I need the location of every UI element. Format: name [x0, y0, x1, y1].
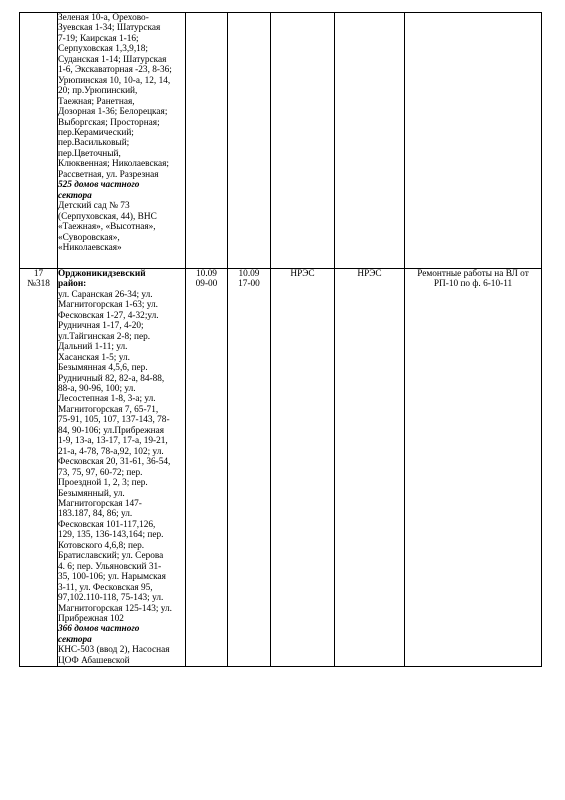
district-name: район: — [58, 279, 87, 290]
address-line: 7-19; Каирская 1-16; — [58, 33, 139, 44]
address-line: Выборгская; Просторная; — [58, 117, 160, 128]
address-line: Серпуховская 1,3,9,18; — [58, 44, 149, 55]
address-line: Рудничная 1-17, 4-20; — [58, 321, 144, 332]
address-line: 21-а, 4-78, 78-а,92, 102; ул. — [58, 446, 164, 457]
outage-schedule-table — [19, 12, 542, 667]
address-line: ул. Саранская 26-34; ул. — [58, 289, 153, 300]
address-line: Прибрежная 102 — [58, 613, 124, 624]
address-line: Фесковская 1-27, 4-32;ул. — [58, 310, 159, 321]
address-line: Суданская 1-14; Шатурская — [58, 54, 167, 65]
houses-count: сектора — [58, 634, 92, 645]
work-cell — [405, 269, 542, 667]
address-line: 73, 75, 97, 60-72; пер. — [58, 467, 143, 478]
address-line: Братиславский; ул. Серова — [58, 551, 164, 562]
social-object: «Таежная», «Высотная», — [58, 222, 156, 233]
table-row — [20, 269, 542, 667]
address-line: 129, 135, 136-143,164; пер. — [58, 530, 164, 541]
end-cell — [228, 269, 271, 667]
address-line: Рудничный 82, 82-а, 84-88, — [58, 373, 165, 384]
address-line: пер.Цветочный, — [58, 148, 121, 159]
address-line: 84, 90-106; ул.Прибрежная — [58, 425, 165, 436]
address-line: Магнитогорская 147- — [58, 498, 142, 509]
address-line: Клюквенная; Николаевская; — [58, 159, 169, 170]
address-line: Безымянный, ул. — [58, 488, 125, 499]
address-line: пер.Васильковый; — [58, 138, 130, 149]
address-line: Фесковская 20, 31-61, 36-54, — [58, 457, 171, 468]
row-number-cell — [20, 13, 58, 269]
address-line: 35, 100-106; ул. Нарымская — [58, 572, 166, 583]
address-line: Магнитогорская 7, 65-71, — [58, 404, 159, 415]
work-description: Ремонтные работы на ВЛ от РП-10 по ф. 6-10-11 — [417, 269, 529, 290]
address-cell — [58, 269, 186, 667]
org2-cell — [335, 13, 405, 269]
social-object: (Серпуховская, 44), ВНС — [58, 211, 157, 222]
org1-cell — [271, 269, 335, 667]
address-line: Дозорная 1-36; Белорецкая; — [58, 107, 168, 118]
address-line: Фесковская 101-117,126, — [58, 519, 156, 530]
houses-count: 525 домов частного — [58, 180, 140, 191]
address-line: 75-91, 105, 107, 137-143, 78- — [58, 415, 170, 426]
work-cell — [405, 13, 542, 269]
address-line: Лесостепная 1-8, 3-а; ул. — [58, 394, 156, 405]
address-line: 88-а, 90-96, 100; ул. — [58, 383, 136, 394]
row-code: №318 — [27, 279, 50, 290]
address-line: 3-11, ул. Фесковская 95, — [58, 582, 153, 593]
start-cell — [186, 269, 228, 667]
address-line: Проездной 1, 2, 3; пер. — [58, 478, 148, 489]
org2-cell — [335, 269, 405, 667]
address-line: Зуевская 1-34; Шатурская — [58, 23, 161, 34]
address-line: 4. 6; пер. Ульяновский 31- — [58, 561, 162, 572]
address-line: Магнитогорская 125-143; ул. — [58, 603, 172, 614]
address-line: 20; пр.Урюпинский, — [58, 86, 138, 97]
address-line: 1-6, Экскаваторная -23, 8-36; — [58, 65, 172, 76]
social-object: КНС-503 (ввод 2), Насосная — [58, 645, 170, 656]
address-line: Зеленая 10-а, Орехово- — [58, 13, 149, 23]
start-cell — [186, 13, 228, 269]
address-line: Рассветная, ул. Разрезная — [58, 169, 159, 180]
address-line: Дальний 1-11; ул. — [58, 342, 128, 353]
houses-count: 366 домов частного — [58, 624, 140, 635]
address-line: Таежная; Ранетная, — [58, 96, 135, 107]
houses-count: сектора — [58, 190, 92, 201]
start-time: 09-00 — [195, 279, 218, 290]
organization: НРЭС — [290, 269, 315, 279]
end-date: 10.09 — [238, 269, 260, 279]
org1-cell — [271, 13, 335, 269]
start-date: 10.09 — [196, 269, 217, 279]
address-line: 97,102.110-118, 75-143; ул. — [58, 593, 164, 604]
social-object: ЦОФ Абашевской — [58, 655, 130, 666]
address-line: 183.187, 84, 86; ул. — [58, 509, 133, 520]
social-object: «Суворовская», — [58, 232, 120, 243]
row-number-cell — [20, 269, 58, 667]
district-name: Орджоникидзевский — [58, 269, 146, 279]
end-cell — [228, 13, 271, 269]
social-object: «Николаевская» — [58, 242, 122, 253]
organization: НРЭС — [357, 269, 382, 279]
address-line: ул.Тайгинская 2-8; пер. — [58, 331, 151, 342]
end-time: 17-00 — [238, 279, 260, 290]
table-row — [20, 13, 542, 269]
address-line: Котовского 4,6,8; пер. — [58, 540, 145, 551]
address-line: пер.Керамический; — [58, 127, 134, 138]
address-line: Безымянная 4,5,6, пер. — [58, 363, 148, 374]
social-object: Детский сад № 73 — [58, 201, 130, 212]
row-number: 17 — [33, 269, 44, 279]
address-line: 1-9, 13-а, 13-17, 17-а, 19-21, — [58, 436, 168, 447]
address-cell — [58, 13, 186, 269]
address-line: Хасанская 1-5; ул. — [58, 352, 130, 363]
address-line: Магнитогорская 1-63; ул. — [58, 300, 159, 311]
address-line: Урюпинская 10, 10-а, 12, 14, — [58, 75, 171, 86]
